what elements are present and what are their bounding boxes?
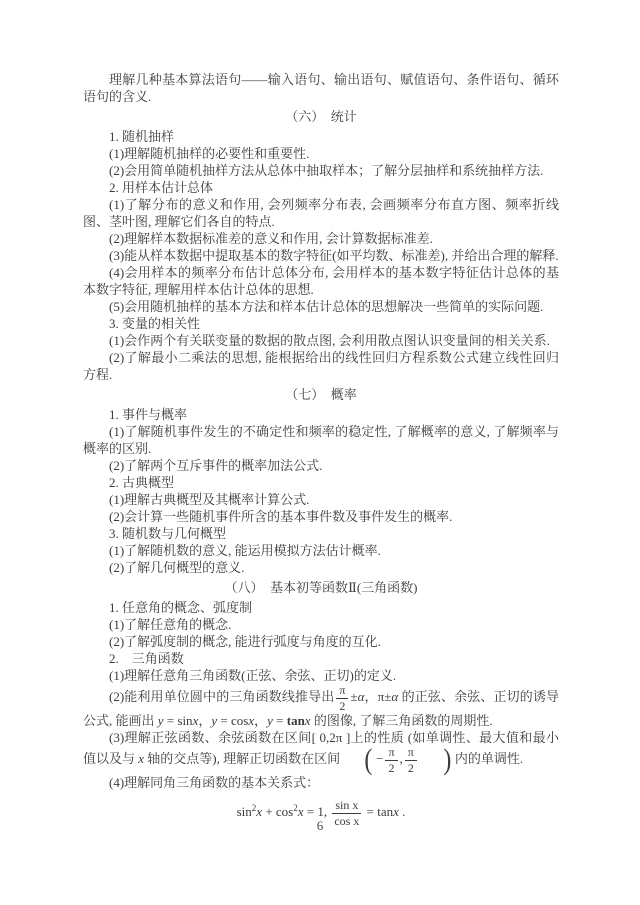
math-variable: x <box>297 804 304 820</box>
math-fraction <box>336 684 348 712</box>
math-variable: α <box>357 689 365 705</box>
math-fraction <box>385 746 397 774</box>
paragraph: (4)理解同角三角函数的基本关系式： <box>109 775 320 791</box>
paragraph: (3)理解正弦函数、余弦函数在区间[ 0,2π ]上的性质 (如单调性、最大值和最小值以及与 x 轴的交点等), 理解正切函数在区间 ( − $\frac{\pi}{2}$ , $\frac{\pi}{2}$ ) 内的单调性. <box>83 730 559 777</box>
section-heading: （七） 概率 <box>285 387 357 402</box>
paragraph: (1)理解任意角三角函数(正弦、余弦、正切)的定义. <box>109 668 397 683</box>
section-heading: （八） 基本初等函数Ⅱ(三角函数) <box>224 580 418 595</box>
paragraph: 3. 随机数与几何概型 <box>109 526 227 541</box>
math-variable: y <box>157 713 164 729</box>
paragraph: 3. 变量的相关性 <box>109 316 201 331</box>
paragraph: 理解几种基本算法语句——输入语句、输出语句、赋值语句、条件语句、循环语句的含义. <box>83 72 559 104</box>
paragraph: (3)能从样本数据中提取基本的数字特征(如平均数、标准差), 并给出合理的解释. <box>109 248 559 263</box>
paragraph: (1)了解随机数的意义, 能运用模拟方法估计概率. <box>109 543 381 558</box>
formula: $\sin^2x + \cos^2x = 1$, $\frac{\text{sin x}}{\text{cos x}}$ = tanx . <box>236 798 406 828</box>
math-variable: y <box>267 713 273 729</box>
fraction-numerator: π <box>336 684 348 699</box>
paragraph: (5)会用随机抽样的基本方法和样本估计总体的思想解决一些简单的实际问题. <box>109 299 544 314</box>
math-variable: x <box>393 804 399 820</box>
paragraph: 1. 随机抽样 <box>109 129 175 144</box>
paragraph: (1)理解随机抽样的必要性和重要性. <box>109 146 310 161</box>
math-variable: y <box>211 713 218 729</box>
paragraph: (2)理解样本数据标准差的意义和作用, 会计算数据标准差. <box>109 231 433 246</box>
math-variable: x <box>256 804 263 820</box>
fraction-numerator: sin x <box>332 799 361 814</box>
math-function: tan <box>286 713 305 729</box>
math-superscript: 2 <box>251 803 257 814</box>
fraction-denominator: cos x <box>334 813 360 828</box>
fraction-denominator: 2 <box>339 698 346 713</box>
fraction-numerator: π <box>405 746 417 761</box>
paragraph: (1)了解随机事件发生的不确定性和频率的稳定性, 了解概率的意义, 了解频率与概率的区别. <box>83 424 559 456</box>
paragraph: (1)理解古典概型及其概率计算公式. <box>109 492 310 507</box>
paragraph: (4)会用样本的频率分布估计总体分布, 会用样本的基本数字特征估计总体的基本数字特征, 理解用样本估计总体的思想. <box>83 265 559 297</box>
paragraph: 2. 三角函数 <box>109 651 184 666</box>
paragraph: 2. 用样本估计总体 <box>109 180 214 195</box>
math-fraction <box>405 746 417 774</box>
paragraph: 1. 任意角的概念、弧度制 <box>109 600 253 615</box>
paragraph: (1)会作两个有关联变量的数据的散点图, 会利用散点图认识变量间的相关关系. <box>109 333 550 348</box>
paragraph: 2. 古典概型 <box>109 475 175 490</box>
paragraph: (2)了解弧度制的概念, 能进行弧度与角度的互化. <box>109 634 381 649</box>
math-variable: x <box>138 751 145 767</box>
paragraph: (2)了解最小二乘法的思想, 能根据给出的线性回归方程系数公式建立线性回归方程. <box>83 350 559 382</box>
section-heading: （六） 统计 <box>285 109 357 124</box>
fraction-numerator: π <box>385 746 397 761</box>
paragraph: (2)了解几何概型的意义. <box>109 560 245 575</box>
fraction-denominator: 2 <box>388 760 395 775</box>
paragraph: (1)了解分布的意义和作用, 会列频率分布表, 会画频率分布直方图、频率折线图、茎叶图, 理解它们各自的特点. <box>83 197 559 229</box>
math-variable: x <box>192 713 199 729</box>
paragraph: (2)了解两个互斥事件的概率加法公式. <box>109 458 323 473</box>
paragraph: (2)会计算一些随机事件所含的基本事件数及事件发生的概率. <box>109 509 453 524</box>
page-number: 6 <box>316 818 324 833</box>
fraction-denominator: 2 <box>407 760 414 775</box>
paragraph: (2)会用简单随机抽样方法从总体中抽取样本；了解分层抽样和系统抽样方法. <box>109 163 544 178</box>
math-superscript: 2 <box>293 803 298 814</box>
document-body <box>83 71 559 828</box>
paragraph: (1)了解任意角的概念. <box>109 617 232 632</box>
paragraph: (2)能利用单位圆中的三角函数线推导出 $\frac{\pi}{2}$ ±α，π±α 的正弦、余弦、正切的诱导公式, 能画出 y = sinx，y = cosx，y = tanx 的图像, 了解三角函数的周期性. <box>83 683 559 729</box>
math-variable: α <box>391 689 399 705</box>
math-variable: x <box>248 713 255 729</box>
paragraph: 1. 事件与概率 <box>109 407 188 422</box>
math-variable: x <box>304 713 311 729</box>
